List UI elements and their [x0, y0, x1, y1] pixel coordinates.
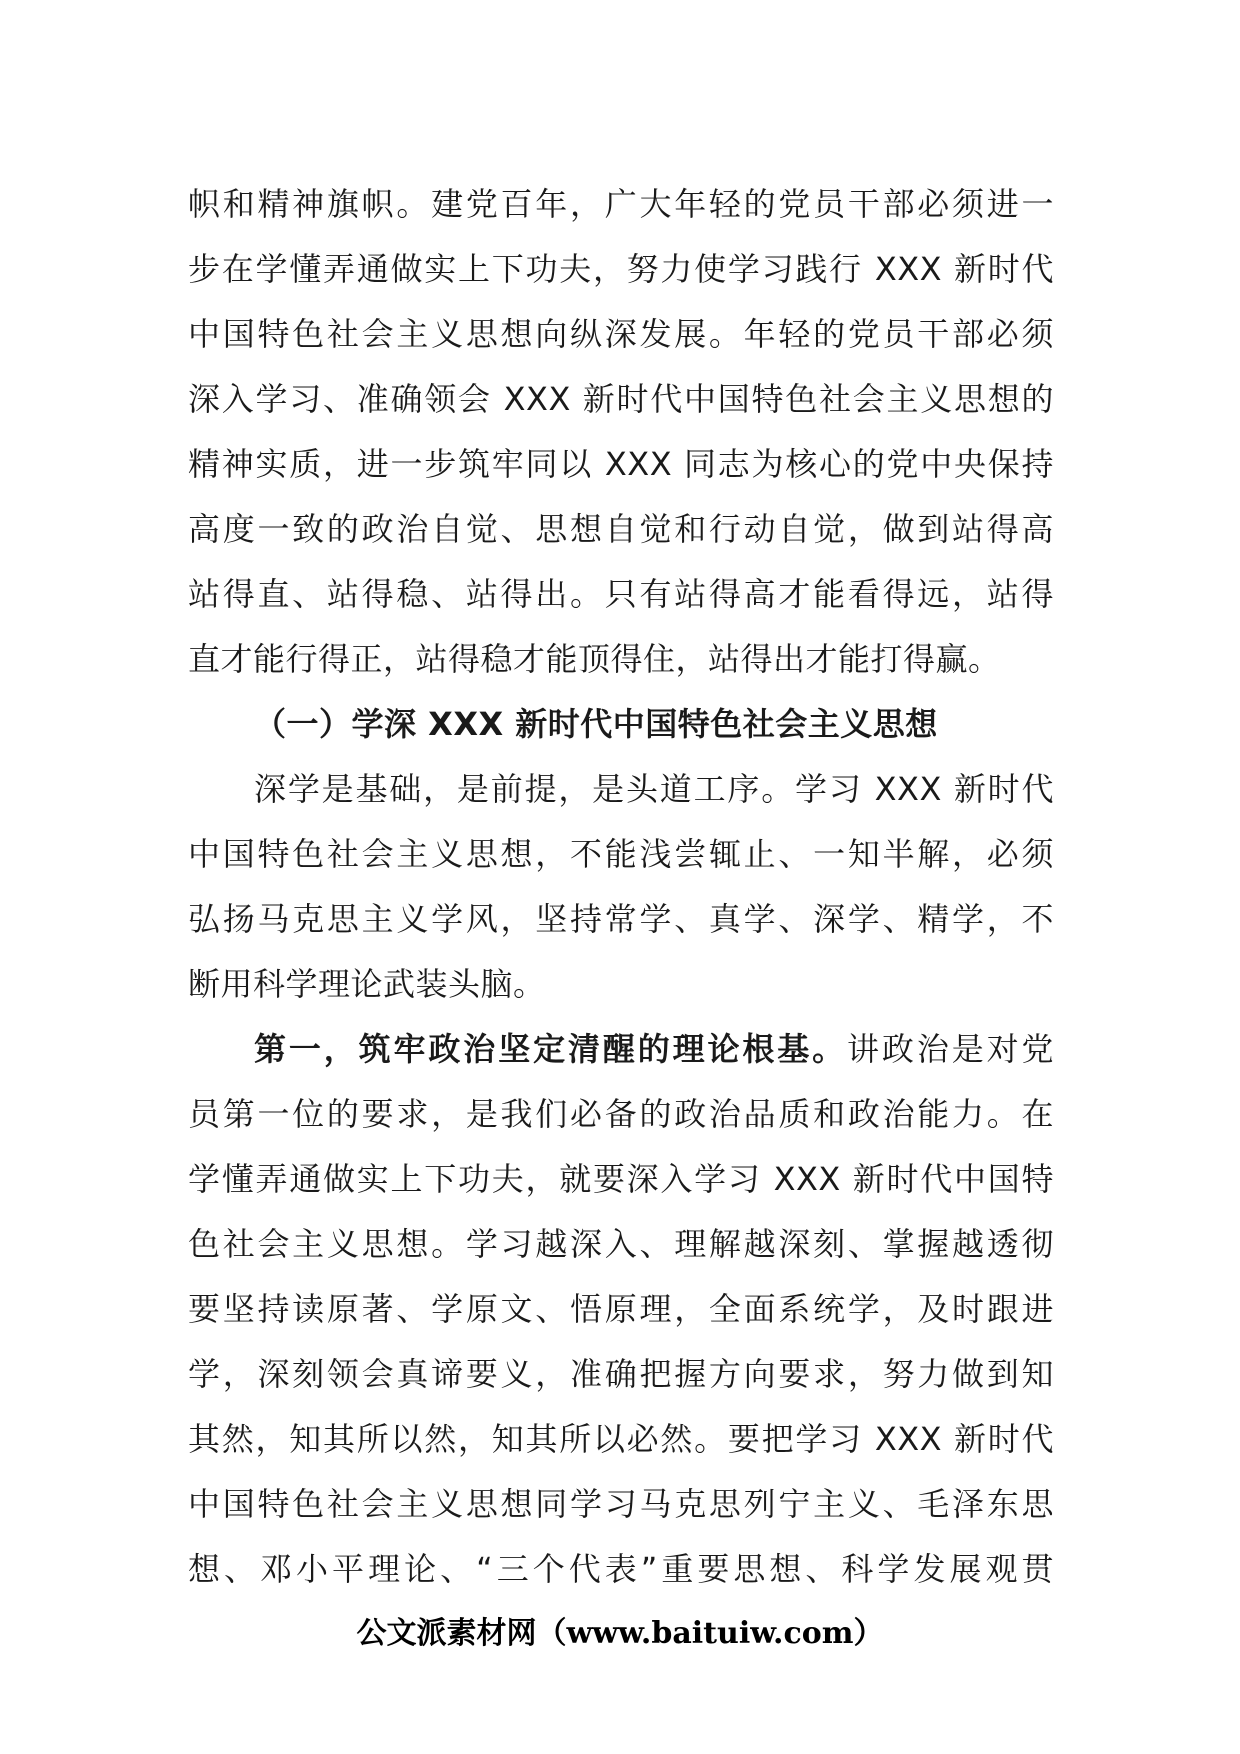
paragraph-lead-bold: 第一，筑牢政治坚定清醒的理论根基。 — [254, 1030, 848, 1068]
paragraph-lead-rest: 讲政治是对党 — [847, 1030, 1054, 1068]
paragraph-line: 直才能行得正，站得稳才能顶得住，站得出才能打得赢。 — [188, 640, 1001, 678]
paragraph-line: 帜和精神旗帜。建党百年，广大年轻的党员干部必须进一 — [188, 185, 1054, 223]
document-body — [188, 172, 1054, 1602]
paragraph-line: 中国特色社会主义思想向纵深发展。年轻的党员干部必须 — [188, 315, 1054, 353]
paragraph-line: 中国特色社会主义思想，不能浅尝辄止、一知半解，必须 — [188, 835, 1054, 873]
paragraph-3 — [188, 1017, 1054, 1602]
paragraph-line — [188, 1017, 1054, 1082]
paragraph-line: 学，深刻领会真谛要义，准确把握方向要求，努力做到知 — [188, 1355, 1054, 1393]
paragraph-line: 步在学懂弄通做实上下功夫，努力使学习践行 XXX 新时代 — [188, 250, 1054, 288]
paragraph-line: 想、邓小平理论、“三个代表”重要思想、科学发展观贯 — [188, 1550, 1054, 1588]
paragraph-line: 断用科学理论武装头脑。 — [188, 965, 546, 1003]
paragraph-line: 深学是基础，是前提，是头道工序。学习 XXX 新时代 — [254, 770, 1054, 808]
paragraph-2 — [188, 757, 1054, 1017]
paragraph-line: 要坚持读原著、学原文、悟原理，全面系统学，及时跟进 — [188, 1290, 1054, 1328]
paragraph-line: 弘扬马克思主义学风，坚持常学、真学、深学、精学，不 — [188, 900, 1054, 938]
paragraph-line: 中国特色社会主义思想同学习马克思列宁主义、毛泽东思 — [188, 1485, 1054, 1523]
paragraph-line: 色社会主义思想。学习越深入、理解越深刻、掌握越透彻 — [188, 1225, 1054, 1263]
paragraph-line: 高度一致的政治自觉、思想自觉和行动自觉，做到站得高 — [188, 510, 1054, 548]
paragraph-line: 学懂弄通做实上下功夫，就要深入学习 XXX 新时代中国特 — [188, 1160, 1054, 1198]
paragraph-line: 其然，知其所以然，知其所以必然。要把学习 XXX 新时代 — [188, 1420, 1054, 1458]
paragraph-line: 站得直、站得稳、站得出。只有站得高才能看得远，站得 — [188, 575, 1054, 613]
section-heading: （一）学深 XXX 新时代中国特色社会主义思想 — [254, 705, 938, 743]
page-footer: 公文派素材网（www.baituiw.com） — [356, 1616, 884, 1651]
paragraph-line: 精神实质，进一步筑牢同以 XXX 同志为核心的党中央保持 — [188, 445, 1054, 483]
paragraph-line: 员第一位的要求，是我们必备的政治品质和政治能力。在 — [188, 1095, 1054, 1133]
paragraph-1 — [188, 172, 1054, 692]
paragraph-line: 深入学习、准确领会 XXX 新时代中国特色社会主义思想的 — [188, 380, 1054, 418]
